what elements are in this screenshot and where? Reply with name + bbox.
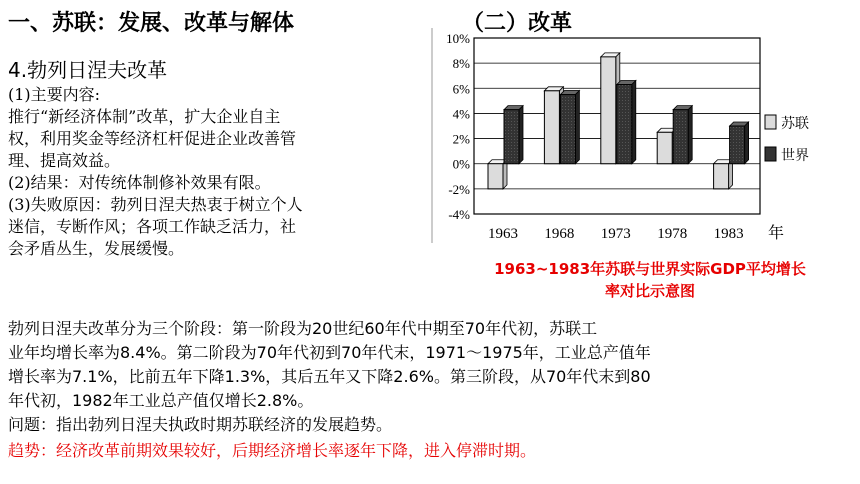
x-tick-label: 1968: [544, 226, 575, 242]
legend-swatch: [765, 115, 776, 129]
bar-side-face: [745, 122, 749, 164]
y-tick-label: -2%: [448, 181, 470, 197]
bar-soviet: [601, 57, 616, 164]
bar-soviet: [714, 164, 729, 189]
summary-line: 会矛盾丛生，发展缓慢。: [8, 239, 185, 258]
summary-line: (3)失败原因：勃列日涅夫热衷于树立个人: [8, 195, 303, 214]
bar-soviet: [657, 132, 672, 163]
reform-summary: [8, 84, 408, 260]
bar-world: [504, 110, 519, 164]
answer-text: 趋势：经济改革前期效果较好，后期经济增长率逐年下降，进入停滞时期。: [8, 441, 537, 460]
x-tick-label: 1983: [713, 226, 744, 242]
subheading: 4.勃列日涅夫改革: [8, 58, 168, 82]
chart-caption-line1: 1963~1983年苏联与世界实际GDP平均增长: [494, 260, 806, 278]
section-title: （二）改革: [462, 11, 573, 36]
x-tick-label: 1963: [488, 226, 518, 242]
y-tick-label: 8%: [452, 56, 470, 72]
question-text: 问题：指出勃列日涅夫执政时期苏联经济的发展趋势。: [8, 415, 393, 434]
bar-world: [673, 110, 688, 164]
chart-caption-line2: 率对比示意图: [604, 282, 695, 300]
bar-side-face: [688, 106, 692, 164]
y-tick-label: -4%: [448, 207, 470, 222]
paragraph-line: 增长率为7.1%，比前五年下降1.3%，其后五年又下降2.6%。第三阶段，从70年代末到80: [8, 367, 651, 386]
x-axis-unit: 年: [768, 223, 785, 242]
legend-label: 世界: [781, 148, 809, 164]
bar-world: [730, 126, 745, 164]
x-tick-label: 1978: [657, 226, 688, 242]
summary-line: 理、提高效益。: [8, 151, 121, 170]
y-tick-label: 2%: [452, 131, 470, 147]
paragraph-line: 勃列日涅夫改革分为三个阶段：第一阶段为20世纪60年代中期至70年代初，苏联工: [8, 319, 598, 338]
summary-line: 推行“新经济体制”改革，扩大企业自主: [8, 107, 281, 126]
x-tick-label: 1973: [600, 226, 631, 242]
summary-line: (1)主要内容:: [8, 85, 101, 104]
paragraph-line: 业年均增长率为8.4%。第二阶段为70年代初到70年代末，1971～1975年，工业总产值年: [8, 343, 651, 362]
bar-world: [560, 95, 575, 164]
bar-side-face: [632, 81, 636, 164]
legend-label: 苏联: [781, 116, 809, 132]
bar-soviet: [544, 91, 559, 164]
bar-side-face: [575, 91, 579, 164]
y-tick-label: 6%: [452, 81, 470, 97]
y-tick-label: 4%: [452, 106, 470, 122]
y-tick-label: 10%: [446, 31, 470, 46]
bar-side-face: [519, 106, 523, 164]
bar-soviet: [488, 164, 503, 189]
gdp-growth-bar-chart: [412, 28, 809, 250]
legend-swatch: [765, 147, 776, 161]
summary-line: 权，利用奖金等经济杠杆促进企业改善管: [8, 129, 297, 148]
slide-title: 一、苏联：发展、改革与解体: [8, 11, 295, 36]
summary-line: 迷信，专断作风；各项工作缺乏活力，社: [8, 217, 297, 236]
bar-world: [617, 85, 632, 164]
paragraph-line: 年代初，1982年工业总产值仅增长2.8%。: [8, 391, 314, 410]
y-tick-label: 0%: [452, 156, 470, 172]
summary-line: (2)结果：对传统体制修补效果有限。: [8, 173, 271, 192]
